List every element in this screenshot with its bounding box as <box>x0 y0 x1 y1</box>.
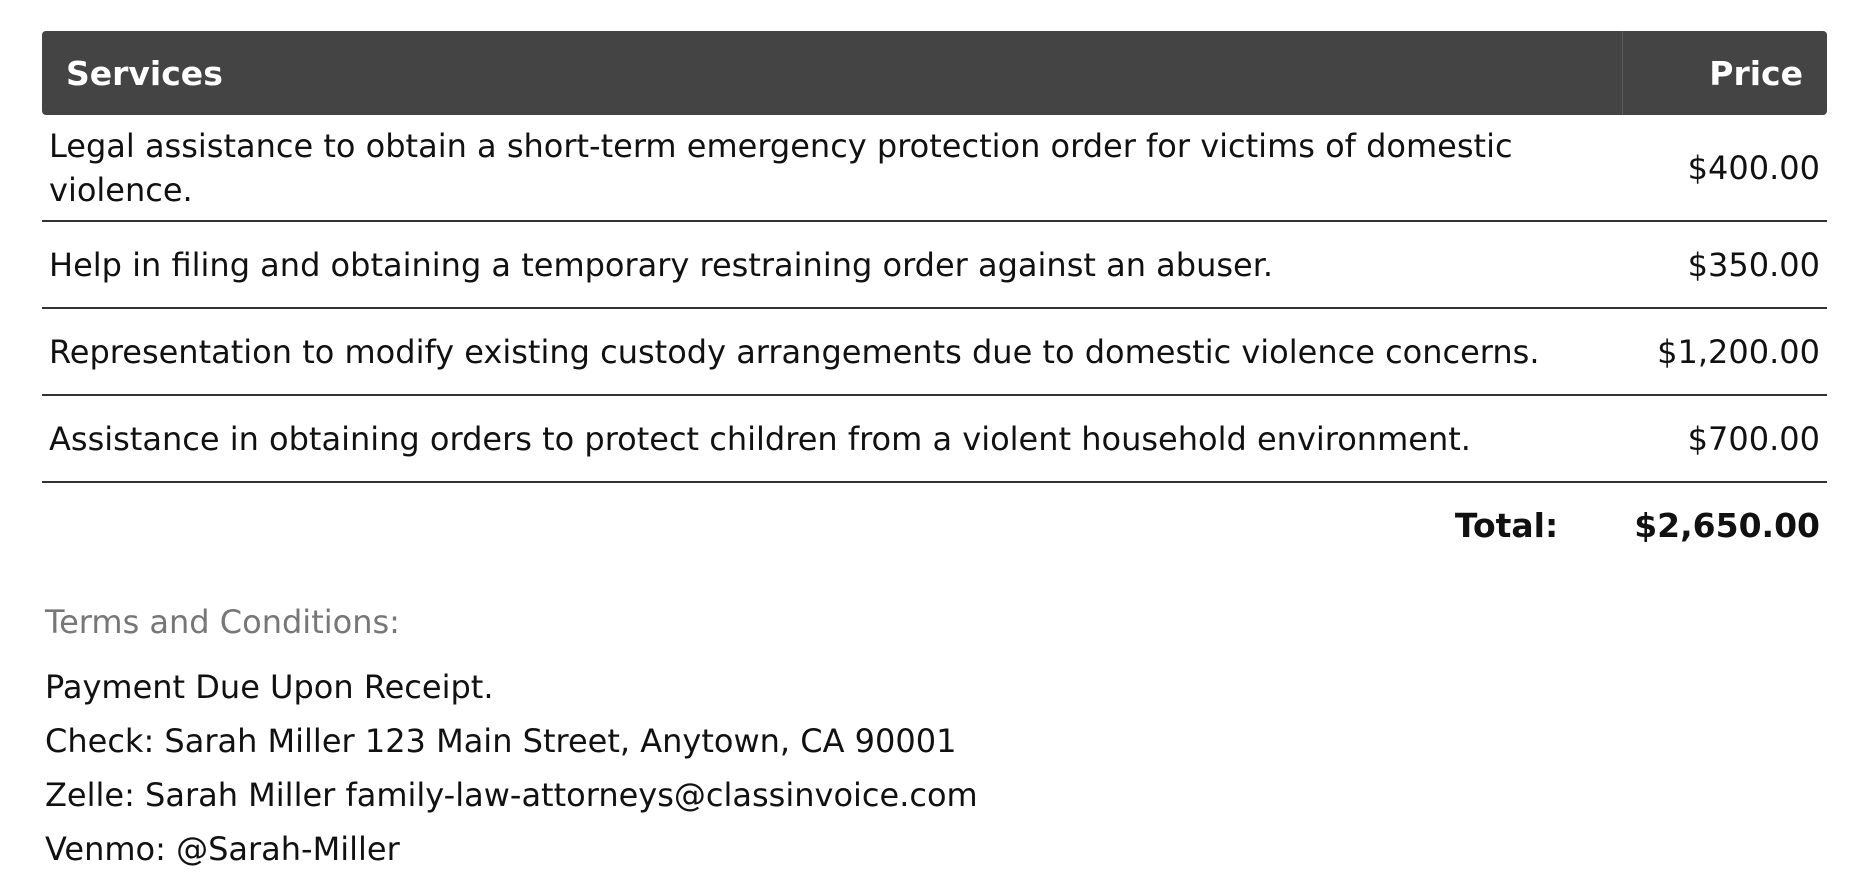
service-description: Help in filing and obtaining a temporary restraining order against an abuser. <box>49 245 1274 284</box>
terms-section <box>45 600 978 876</box>
terms-title: Terms and Conditions: <box>45 603 400 641</box>
service-description: Representation to modify existing custody arrangements due to domestic violence concerns. <box>49 332 1540 371</box>
table-header <box>42 31 1827 115</box>
table-row <box>42 396 1827 483</box>
total-row <box>42 483 1827 567</box>
column-header-price: Price <box>1622 31 1827 115</box>
service-description: Legal assistance to obtain a short-term emergency protection order for victims of domestic violence. <box>49 126 1513 209</box>
terms-zelle-payment: Zelle: Sarah Miller family-law-attorneys@classinvoice.com <box>45 776 978 814</box>
terms-payment-due: Payment Due Upon Receipt. <box>45 668 494 706</box>
service-price: $1,200.00 <box>1657 332 1820 371</box>
terms-check-payment: Check: Sarah Miller 123 Main Street, Anytown, CA 90001 <box>45 722 957 760</box>
service-price: $400.00 <box>1687 148 1820 187</box>
total-value: $2,650.00 <box>1634 505 1820 545</box>
service-price: $700.00 <box>1687 419 1820 458</box>
service-description: Assistance in obtaining orders to protect children from a violent household environment. <box>49 419 1471 458</box>
column-header-services: Services <box>66 53 223 93</box>
table-row <box>42 309 1827 396</box>
total-label: Total: <box>1454 505 1559 545</box>
table-row <box>42 222 1827 309</box>
table-row <box>42 115 1827 222</box>
services-table <box>42 31 1827 567</box>
service-price: $350.00 <box>1687 245 1820 284</box>
terms-venmo-payment: Venmo: @Sarah-Miller <box>45 830 400 868</box>
